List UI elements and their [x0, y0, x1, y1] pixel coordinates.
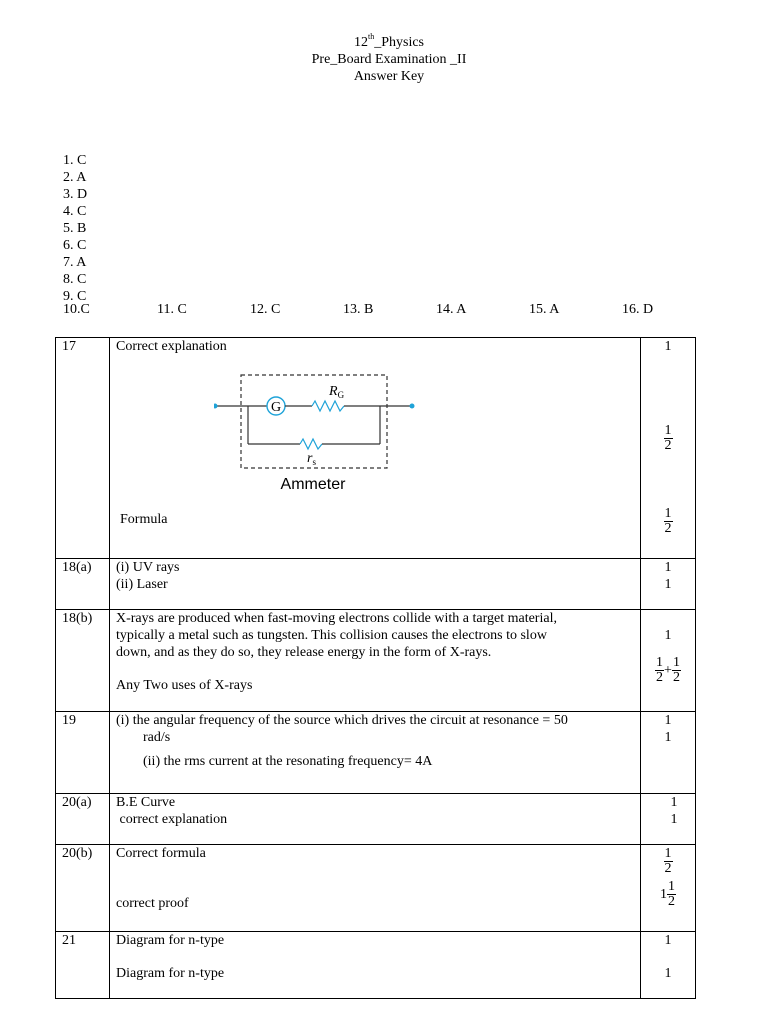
mark-value: 1: [670, 795, 678, 810]
question-number: 18(a): [56, 559, 110, 610]
mark-value: 1: [664, 933, 672, 948]
answer-line: (ii) Laser: [116, 577, 168, 592]
question-number: 17: [56, 338, 110, 559]
answer-line: B.E Curve: [116, 795, 176, 810]
marks-cell: [641, 845, 696, 932]
mcq-answer: 14. A: [436, 302, 467, 317]
answer-line: rad/s: [143, 730, 171, 745]
mcq-answer: 2. A: [63, 170, 87, 185]
mark-value: 1: [664, 628, 672, 643]
answer-line: Formula: [120, 512, 168, 527]
answer-line: Correct explanation: [116, 339, 227, 354]
answer-line: correct proof: [116, 896, 189, 911]
answer-line: X-rays are produced when fast-moving electrons collide with a target material,: [116, 611, 557, 626]
marks-cell: [641, 610, 696, 712]
question-number: 20(b): [56, 845, 110, 932]
question-number: 19: [56, 712, 110, 794]
mcq-answer: 11. C: [157, 302, 187, 317]
answer-line: Any Two uses of X-rays: [116, 678, 253, 693]
mcq-answer-list: [63, 152, 87, 305]
mcq-answer: 9. C: [63, 289, 87, 304]
half-plus-half-mark: $\frac{1}{2}$ + $\frac{1}{2}$: [656, 655, 680, 685]
answer-content: [110, 794, 641, 845]
answer-content: [110, 559, 641, 610]
answer-line: Diagram for n-type: [116, 933, 225, 948]
mark-value: 1: [664, 730, 672, 745]
table-row: [56, 338, 696, 559]
svg-text:G: G: [270, 400, 282, 415]
answer-content: [110, 610, 641, 712]
answer-key-table: [55, 337, 696, 999]
answer-content: [110, 338, 641, 559]
mcq-answer: 4. C: [63, 204, 87, 219]
marks-cell: [641, 559, 696, 610]
answer-line: (ii) the rms current at the resonating frequency= 4A: [143, 754, 433, 769]
marks-cell: [641, 338, 696, 559]
marks-cell: [641, 932, 696, 999]
doc-type-title: Answer Key: [353, 69, 425, 84]
answer-content: [110, 845, 641, 932]
mcq-answer: 12. C: [250, 302, 281, 317]
mcq-answer: 10.C: [63, 302, 90, 317]
question-number: 18(b): [56, 610, 110, 712]
mcq-answer-row: [63, 302, 703, 320]
table-row: [56, 794, 696, 845]
table-row: [56, 712, 696, 794]
half-mark-fraction: $\frac{1}{2}$: [664, 506, 672, 536]
svg-text:Ammeter: Ammeter: [280, 476, 346, 493]
mcq-answer: 13. B: [343, 302, 374, 317]
one-and-half-mark: 1 $\frac{1}{2}$: [660, 879, 675, 909]
mark-value: 1: [664, 577, 672, 592]
marks-cell: [641, 712, 696, 794]
table-row: [56, 932, 696, 999]
answer-line: correct explanation: [116, 812, 228, 827]
document-header: [0, 34, 768, 85]
mark-value: 1: [664, 339, 672, 354]
mcq-answer: 1. C: [63, 153, 87, 168]
half-mark-fraction: $\frac{1}{2}$: [664, 846, 672, 876]
mcq-answer: 7. A: [63, 255, 87, 270]
answer-line: down, and as they do so, they release energy in the form of X-rays.: [116, 645, 492, 660]
answer-line: (i) the angular frequency of the source which drives the circuit at resonance = 50: [116, 713, 568, 728]
answer-line: typically a metal such as tungsten. This collision causes the electrons to slow: [116, 628, 547, 643]
mcq-answer: 15. A: [529, 302, 560, 317]
table-row: [56, 559, 696, 610]
mcq-answer: 16. D: [622, 302, 654, 317]
answer-content: [110, 932, 641, 999]
mcq-answer: 6. C: [63, 238, 87, 253]
mark-value: 1: [664, 713, 672, 728]
question-number: 21: [56, 932, 110, 999]
marks-cell: [641, 794, 696, 845]
mark-value: 1: [664, 560, 672, 575]
answer-line: Diagram for n-type: [116, 966, 225, 981]
svg-text:RG: $R_G$: [329, 384, 345, 400]
mcq-answer: 5. B: [63, 221, 87, 236]
answer-content: [110, 712, 641, 794]
ammeter-circuit-diagram: [214, 365, 444, 497]
answer-line: Correct formula: [116, 846, 206, 861]
svg-text:rs: $r_s$: [307, 451, 316, 467]
mcq-answer: 8. C: [63, 272, 87, 287]
table-row: [56, 610, 696, 712]
mark-value: 1: [664, 966, 672, 981]
mcq-answer: 3. D: [63, 187, 88, 202]
exam-title: Pre_Board Examination _II: [311, 52, 467, 67]
mark-value: 1: [670, 812, 678, 827]
class-subject-title: 12th_Physics: [353, 32, 425, 50]
question-number: 20(a): [56, 794, 110, 845]
answer-line: (i) UV rays: [116, 560, 180, 575]
half-mark-fraction: $\frac{1}{2}$: [664, 423, 672, 453]
table-row: [56, 845, 696, 932]
